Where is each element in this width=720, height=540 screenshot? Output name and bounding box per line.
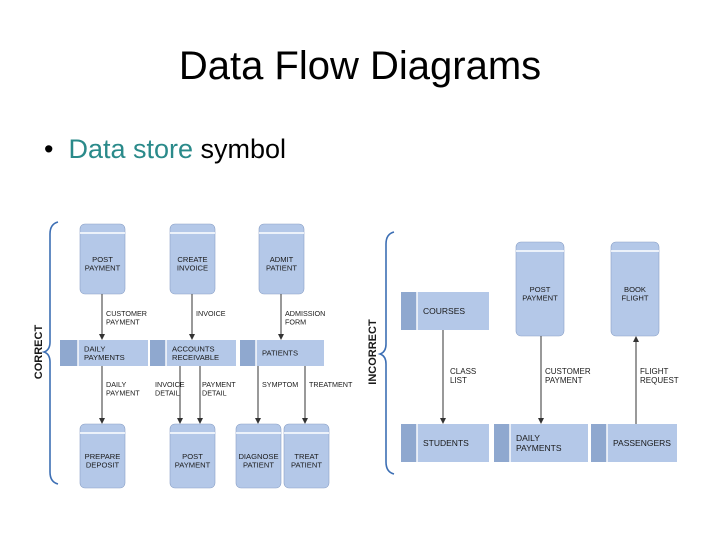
customer-payment-flow-label: CUSTOMER	[106, 309, 147, 318]
admission-form-flow-label: ADMISSION	[285, 309, 326, 318]
class-list-arrow-head	[440, 418, 446, 424]
customer-payment-flow-label: PAYMENT	[106, 317, 140, 327]
incorrect-daily-payments-label: PAYMENTS	[516, 442, 562, 453]
flight-request-arrow-head	[633, 336, 639, 342]
incorrect-customer-payment-flow-label: CUSTOMER	[545, 367, 591, 376]
prepare-deposit-label: PREPARE	[84, 451, 121, 461]
admit-patient-label: ADMIT	[269, 254, 294, 264]
daily-payment-flow-label: DAILY	[106, 380, 127, 389]
invoice-detail-flow-label: DETAIL	[155, 388, 180, 398]
invoice-detail-arrow-head	[177, 418, 183, 424]
bullet-marker: •	[44, 134, 54, 164]
admission-form-arrow-head	[278, 334, 284, 340]
treatment-arrow-head	[302, 418, 308, 424]
courses-label: COURSES	[423, 305, 466, 316]
daily-payments-label: DAILY	[84, 344, 106, 354]
invoice-arrow-head	[189, 334, 195, 340]
patients-store-id	[240, 340, 256, 366]
students-label: STUDENTS	[423, 437, 469, 448]
students-store-id	[401, 424, 417, 462]
book-flight-label: FLIGHT	[621, 293, 649, 303]
incorrect-customer-payment-arrow-head	[538, 418, 544, 424]
treat-patient-label: PATIENT	[291, 460, 322, 470]
prepare-deposit-label: DEPOSIT	[85, 460, 120, 470]
daily-payments-label: PAYMENTS	[84, 353, 125, 363]
accounts-receivable-label: ACCOUNTS	[172, 344, 215, 354]
passengers-store-id	[591, 424, 607, 462]
incorrect-brace	[380, 232, 394, 474]
create-invoice-label: INVOICE	[176, 263, 209, 273]
incorrect-label: INCORRECT	[367, 319, 379, 385]
post-payment-bottom-label: POST	[182, 451, 203, 461]
accounts-receivable-store-id	[150, 340, 166, 366]
invoice-detail-flow-label: INVOICE	[155, 380, 185, 389]
treatment-flow-label: TREATMENT	[309, 380, 353, 389]
invoice-flow-label: INVOICE	[196, 309, 226, 318]
correct-brace	[44, 222, 58, 484]
slide-title: Data Flow Diagrams	[178, 44, 542, 88]
post-payment-top-label: POST	[92, 254, 113, 264]
bullet-text: symbol	[193, 134, 287, 164]
patients-label: PATIENTS	[262, 348, 299, 358]
admission-form-flow-label: FORM	[285, 317, 307, 327]
courses-store-id	[401, 292, 417, 330]
accounts-receivable-label: RECEIVABLE	[172, 353, 220, 363]
daily-payment-arrow-head	[99, 418, 105, 424]
incorrect-daily-payments-label: DAILY	[516, 433, 540, 444]
passengers-label: PASSENGERS	[613, 437, 671, 448]
customer-payment-arrow-head	[99, 334, 105, 340]
incorrect-customer-payment-flow-label: PAYMENT	[545, 376, 583, 386]
incorrect-post-payment-label: POST	[529, 284, 551, 294]
class-list-flow-label: LIST	[450, 376, 467, 386]
bullet-highlight: Data store	[68, 134, 194, 164]
daily-payment-flow-label: PAYMENT	[106, 388, 140, 398]
flight-request-flow-label: FLIGHT	[640, 367, 669, 376]
payment-detail-arrow-head	[197, 418, 203, 424]
payment-detail-flow-label: PAYMENT	[202, 380, 236, 389]
create-invoice-label: CREATE	[177, 254, 208, 264]
admit-patient-label: PATIENT	[266, 263, 297, 273]
payment-detail-flow-label: DETAIL	[202, 388, 227, 398]
post-payment-bottom-label: PAYMENT	[174, 460, 211, 470]
book-flight-label: BOOK	[624, 284, 646, 294]
incorrect-post-payment-label: PAYMENT	[522, 293, 558, 303]
symptom-arrow-head	[255, 418, 261, 424]
symptom-flow-label: SYMPTOM	[262, 380, 299, 389]
incorrect-daily-payments-store-id	[494, 424, 510, 462]
class-list-flow-label: CLASS	[450, 367, 477, 376]
treat-patient-label: TREAT	[294, 451, 319, 461]
post-payment-top-label: PAYMENT	[84, 263, 121, 273]
correct-label: CORRECT	[33, 324, 45, 380]
flight-request-flow-label: REQUEST	[640, 376, 679, 386]
diagnose-patient-label: PATIENT	[243, 460, 274, 470]
daily-payments-store-id	[60, 340, 78, 366]
diagnose-patient-label: DIAGNOSE	[238, 451, 279, 461]
